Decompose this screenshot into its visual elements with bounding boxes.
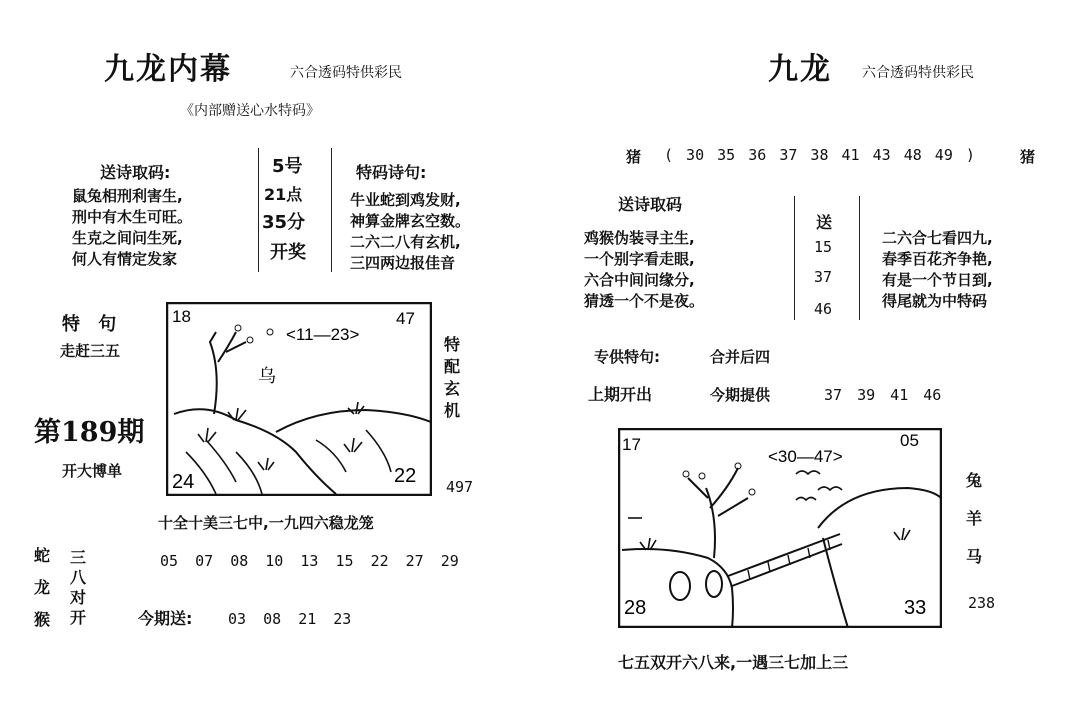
poem-line: 一个别字看走眼, [584, 250, 695, 268]
pig-numbers: ( 30 35 36 37 38 41 43 48 49 ) [664, 146, 975, 164]
left-number-list [160, 552, 459, 570]
pic-top-right-number: 05 [900, 431, 919, 450]
pair-char: 开 [70, 608, 87, 627]
pair-vertical [70, 548, 86, 628]
pair-char: 三 [70, 548, 87, 567]
left-poem [72, 186, 192, 270]
send-label: 送 [816, 213, 833, 232]
poem-line: 刑中有木生可旺。 [72, 208, 193, 226]
left-poem2-heading: 特码诗句: [356, 163, 427, 182]
side-number: 497 [446, 478, 474, 496]
pig-label-left: 猪 [626, 148, 642, 166]
poem-line: 二六二八有玄机, [350, 233, 461, 251]
draw-open: 开奖 [270, 242, 306, 263]
pic-top-left-number: 18 [172, 307, 191, 326]
special-label: 专供特句: [594, 348, 660, 366]
pair-char: 对 [70, 588, 87, 607]
right-poem [584, 228, 704, 312]
side-label-char: 配 [444, 357, 461, 376]
zodiac-char: 蛇 [34, 546, 51, 565]
poem-line: 神算金牌玄空数。 [350, 212, 471, 230]
special-phrase-label: 特 句 [62, 314, 123, 335]
side-label-char: 特 [444, 335, 461, 354]
number-item: 10 [265, 552, 284, 570]
zodiac-char: 兔 [966, 471, 983, 490]
right-subtitle: 六合透码特供彩民 [862, 65, 974, 81]
poem-line: 生克之间问生死, [72, 229, 183, 247]
left-slogan: 十全十美三七中,一九四六稳龙笼 [158, 514, 374, 532]
number-item: 07 [195, 552, 214, 570]
right-footer: 七五双开六八来,一遇三七加上三 [618, 653, 849, 672]
right-poem2 [882, 228, 993, 312]
pic-bottom-left-number: 28 [624, 597, 647, 619]
pic-bottom-left-number: 24 [172, 471, 195, 493]
number-item: 03 [228, 610, 247, 628]
today-numbers [228, 610, 351, 628]
side-label-char: 玄 [444, 379, 461, 398]
number-item: 15 [335, 552, 354, 570]
poem-line: 二六合七看四九, [882, 229, 993, 247]
pair-char: 八 [70, 568, 87, 587]
last-label: 上期开出 [588, 385, 653, 404]
draw-day: 5号 [272, 156, 303, 177]
left-subtitle: 六合透码特供彩民 [290, 65, 402, 81]
send-number: 46 [814, 300, 833, 318]
special-text: 合并后四 [710, 348, 771, 366]
poem-line: 何人有情定发家 [72, 250, 178, 268]
pic-top-right-number: 47 [396, 309, 415, 328]
poem-line: 鼠兔相刑利害生, [72, 187, 183, 205]
right-title: 九龙 [768, 52, 832, 87]
poem-line: 牛业蛇到鸡发财, [350, 191, 461, 209]
poem-line: 三四两边报佳音 [350, 254, 456, 272]
side-label [444, 334, 460, 422]
number-item: 08 [230, 552, 249, 570]
number-item: 23 [333, 610, 352, 628]
pic-bottom-right-number: 22 [394, 465, 417, 487]
right-side-number: 238 [968, 594, 996, 612]
poem-line: 鸡猴伪装寻主生, [584, 229, 695, 247]
left-poem2 [350, 190, 470, 274]
poem-line: 猜透一个不是夜。 [584, 292, 705, 310]
poem-line: 六合中间问缘分, [584, 271, 695, 289]
left-poem-heading: 送诗取码: [100, 163, 171, 182]
send-number: 37 [814, 268, 833, 286]
number-item: 21 [298, 610, 317, 628]
zodiac-char: 羊 [966, 509, 983, 528]
left-illustration [166, 302, 432, 496]
draw-minute: 35分 [262, 212, 306, 233]
pic-range: <30—47> [768, 447, 843, 466]
pic-range: <11—23> [286, 325, 360, 344]
number-item: 29 [440, 552, 459, 570]
special-phrase: 走赶三五 [60, 342, 121, 360]
zodiac-char: 马 [966, 547, 983, 566]
number-item: 08 [263, 610, 282, 628]
pic-top-left-number: 17 [622, 435, 641, 454]
pic-bottom-right-number: 33 [904, 597, 927, 619]
today-label: 今期送: [138, 609, 193, 628]
provide-label: 今期提供 [710, 386, 771, 404]
pic-bird-char: 乌 [258, 366, 276, 387]
right-poem-heading: 送诗取码 [618, 195, 683, 214]
zodiac-vertical [34, 540, 50, 636]
right-side-zodiac [966, 462, 982, 576]
right-illustration [618, 428, 942, 628]
bet-text: 开大博单 [62, 462, 123, 480]
poem-line: 春季百花齐争艳, [882, 250, 993, 268]
issue-number: 第189期 [34, 417, 145, 448]
draw-hour: 21点 [264, 185, 303, 204]
side-label-char: 机 [444, 401, 461, 420]
zodiac-char: 龙 [34, 578, 51, 597]
number-item: 22 [370, 552, 389, 570]
number-item: 05 [160, 552, 179, 570]
left-title: 九龙内幕 [104, 52, 232, 87]
number-item: 13 [300, 552, 319, 570]
provide-numbers: 37 39 41 46 [824, 386, 942, 404]
number-item: 27 [405, 552, 424, 570]
poem-line: 得尾就为中特码 [882, 292, 988, 310]
zodiac-char: 猴 [34, 610, 51, 629]
poem-line: 有是一个节日到, [882, 271, 993, 289]
send-number: 15 [814, 238, 833, 256]
left-note: 《内部赠送心水特码》 [180, 103, 320, 119]
pig-label-right: 猪 [1020, 148, 1036, 166]
